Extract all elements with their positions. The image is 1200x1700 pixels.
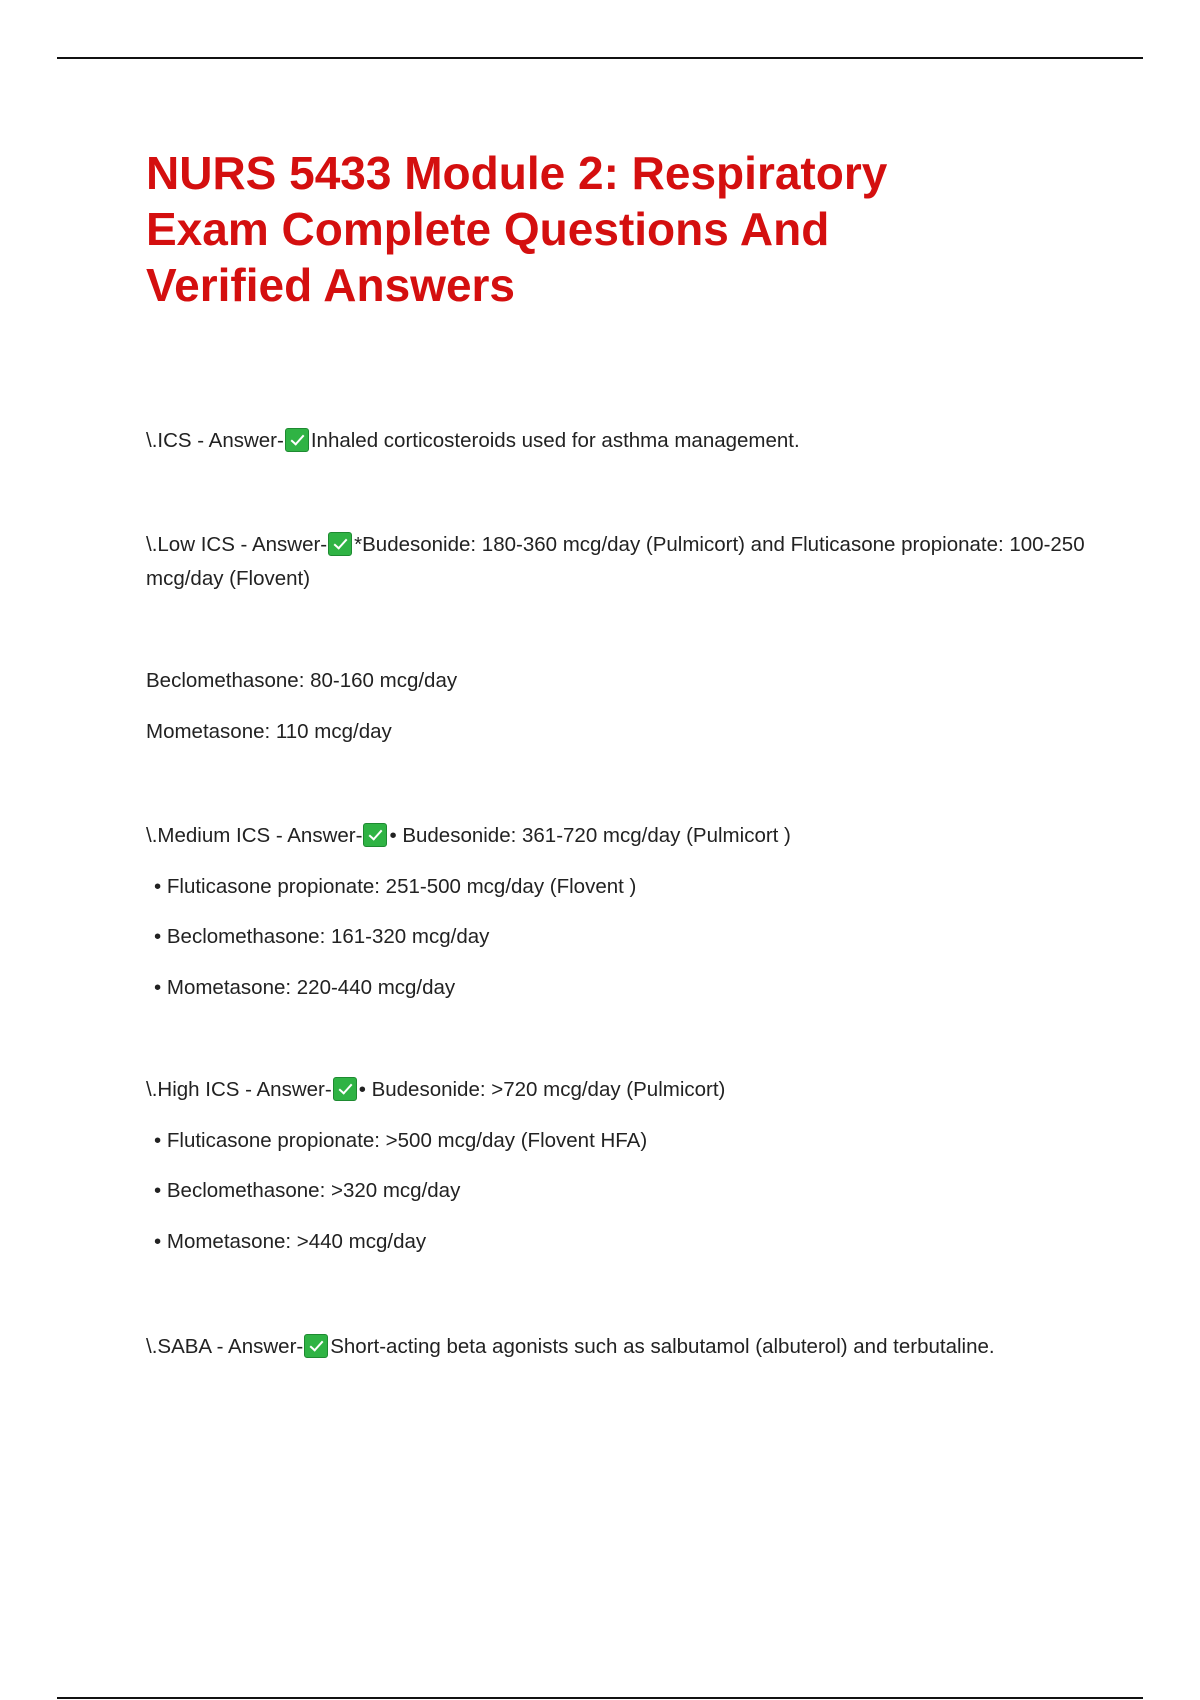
answer-line: Mometasone: 110 mcg/day	[146, 720, 392, 743]
bullet-item: • Mometasone: 220-440 mcg/day	[154, 976, 456, 999]
answer-text: Short-acting beta agonists such as salbutamol (albuterol) and terbutaline.	[330, 1335, 995, 1358]
answer-line: Beclomethasone: 80-160 mcg/day	[146, 669, 458, 692]
question-label: \.ICS - Answer-	[146, 429, 284, 452]
bottom-rule	[57, 1697, 1143, 1699]
answer-text: *Budesonide: 180-360 mcg/day (Pulmicort) and Fluticasone propionate: 100-250 mcg/day (Flovent)	[146, 533, 1085, 590]
document-title	[146, 145, 1046, 313]
answer-text: • Budesonide: >720 mcg/day (Pulmicort)	[358, 1078, 726, 1101]
title-line: NURS 5433 Module 2: Respiratory	[146, 147, 888, 199]
bullet-item: • Fluticasone propionate: 251-500 mcg/day (Flovent )	[154, 875, 637, 898]
check-mark-icon	[328, 532, 352, 556]
bullet-item: • Beclomethasone: >320 mcg/day	[154, 1179, 461, 1202]
check-mark-icon	[304, 1334, 328, 1358]
question-label: \.Medium ICS - Answer-	[146, 824, 363, 847]
question-label: \.High ICS - Answer-	[146, 1078, 332, 1101]
answer-text: • Budesonide: 361-720 mcg/day (Pulmicort )	[389, 824, 791, 847]
check-mark-icon	[363, 823, 387, 847]
title-line: Exam Complete Questions And	[146, 203, 830, 255]
bullet-item: • Mometasone: >440 mcg/day	[154, 1230, 427, 1253]
qa-medium-ics	[146, 822, 791, 850]
title-line: Verified Answers	[146, 259, 516, 311]
qa-low-ics	[146, 528, 1086, 596]
qa-high-ics	[146, 1076, 725, 1104]
check-mark-icon	[285, 428, 309, 452]
check-mark-icon	[333, 1077, 357, 1101]
answer-text: Inhaled corticosteroids used for asthma management.	[310, 429, 800, 452]
qa-saba	[146, 1333, 995, 1361]
question-label: \.SABA - Answer-	[146, 1335, 304, 1358]
question-label: \.Low ICS - Answer-	[146, 533, 328, 556]
qa-ics	[146, 427, 800, 455]
bullet-item: • Beclomethasone: 161-320 mcg/day	[154, 925, 490, 948]
top-rule	[57, 57, 1143, 59]
bullet-item: • Fluticasone propionate: >500 mcg/day (Flovent HFA)	[154, 1129, 648, 1152]
